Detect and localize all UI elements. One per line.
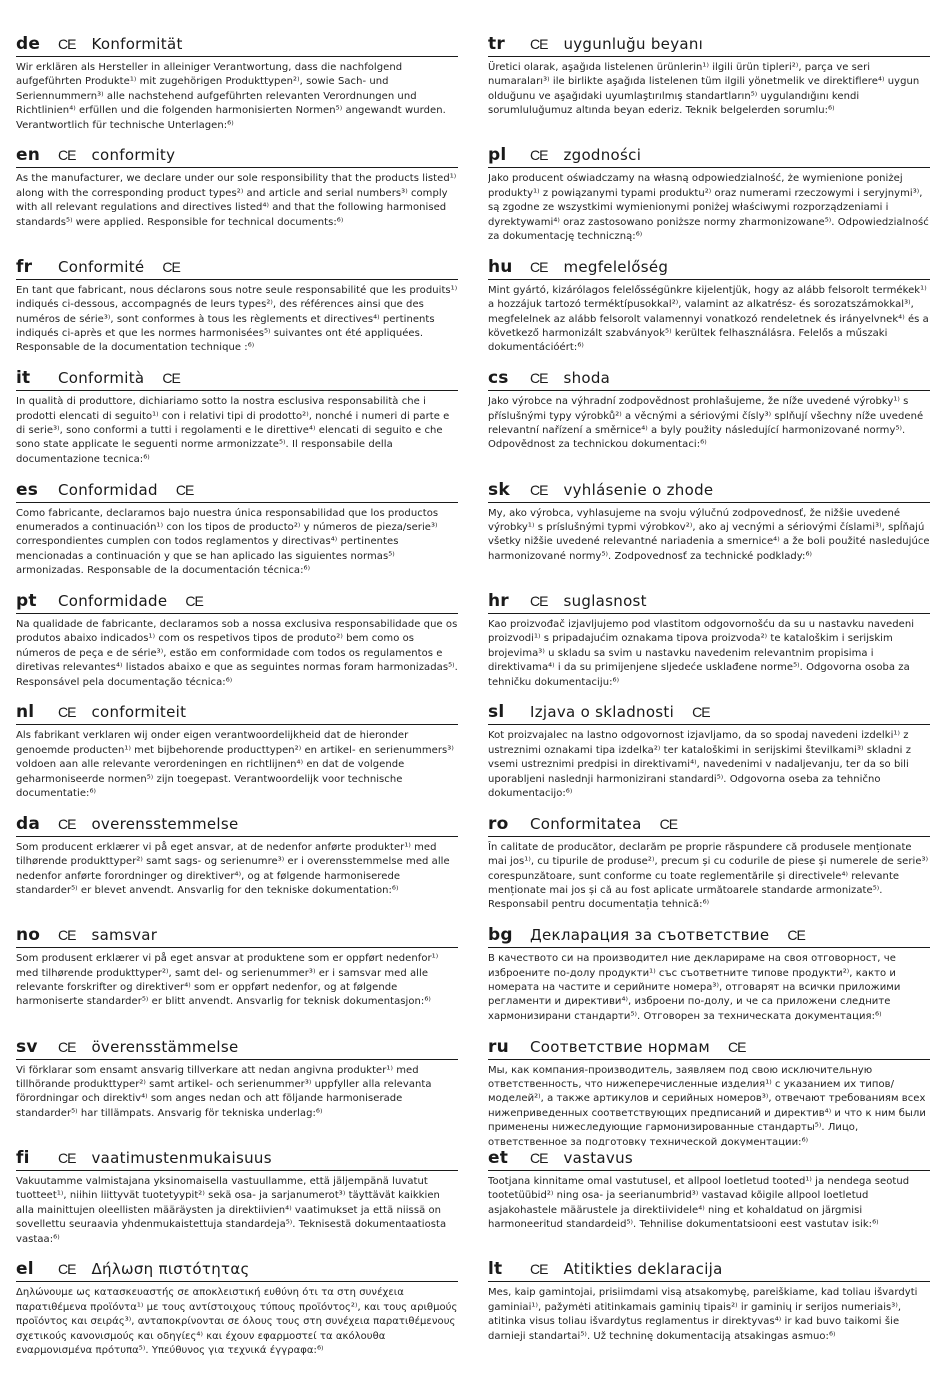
language-code: hr	[488, 590, 509, 611]
language-section-de	[16, 32, 458, 143]
language-code: ru	[488, 1036, 509, 1057]
section-title: uygunluğu beyanı	[563, 35, 704, 53]
language-section-hr	[488, 589, 930, 700]
declaration-text: Como fabricante, declaramos bajo nuestra única responsabilidad que los productos enumerados a continuación¹⁾ con los tipos de producto²⁾ y números de pieza/serie³⁾ correspondientes cumplen con todos reglamentos y directivas⁴⁾ pertinentes mencionadas a continuación y que se han aplicado las siguientes normas⁵⁾ armonizadas. Responsable de la documentación técnica:⁶⁾	[16, 507, 439, 577]
section-title: conformiteit	[91, 703, 187, 722]
language-section-et	[488, 1146, 930, 1257]
declaration-text: Vi förklarar som ensamt ansvarig tillverkare att nedan angivna produkter¹⁾ med tillhörande produkttyper²⁾ samt artikel- och serienummer³⁾ uppfyller alla relevanta förordningar och direktiv⁴⁾ som anges nedan och att följande harmoniserade standarder⁵⁾ har tillämpats. Ansvarig för tekniska underlag:⁶⁾	[16, 1064, 432, 1119]
declaration-text: En tant que fabricant, nous déclarons sous notre seule responsabilité que les produits¹⁾ indiqués ci-dessous, accompagnés de leurs types²⁾, des références ainsi que des numéros de série³⁾, sont conformes à tous les règlements et directives⁴⁾ pertinents indiqués ci-après et que les normes harmonisées⁵⁾ suivantes ont été appliquées. Responsable de la documentation technique :⁶⁾	[16, 284, 458, 354]
declaration-text: Kao proizvođač izjavljujemo pod vlastitom odgovornošću da su u nastavku navedeni proizvodi¹⁾ s pripadajućim oznakama tipova proizvoda²⁾ te kataloškim i serijskim brojevima³⁾ u skladu sa svim u nastavku navedenim relevantnim propisima i direktivama⁴⁾ i da su primijenjene sljedeće usklađene norme⁵⁾. Odgovorna osoba za tehničku dokumentaciju:⁶⁾	[488, 618, 915, 688]
section-title: samsvar	[91, 926, 158, 945]
language-section-no	[16, 923, 458, 1034]
ce-mark: CE	[58, 147, 76, 164]
ce-mark: CE	[530, 370, 548, 387]
declaration-text: Jako výrobce na výhradní zodpovědnost prohlašujeme, že níže uvedené výrobky¹⁾ s příslušnými typy výrobků²⁾ a věcnými a sériovými čísly³⁾ splňují všechny níže uvedené relevantní nařízení a směrnice⁴⁾ a byly použity následující harmonizované normy⁵⁾. Odpovědnost za technickou dokumentaci:⁶⁾	[488, 396, 924, 451]
section-header	[488, 366, 930, 391]
declaration-text: Na qualidade de fabricante, declaramos sob a nossa exclusiva responsabilidade que os produtos abaixo indicados¹⁾ com os respetivos tipos de produto²⁾ bem como os números de peça e de série³⁾, estão em conformidade com todos os regulamentos e diretivas relevantes⁴⁾ listados abaixo e que as seguintes normas foram harmonizadas⁵⁾. Responsável pela documentação técnica:⁶⁾	[16, 618, 458, 688]
language-section-ro	[488, 812, 930, 923]
language-code: es	[16, 479, 39, 500]
language-section-es	[16, 478, 458, 589]
declaration-text: Мы, как компания-производитель, заявляем под свою исключительную ответственность, что нижеперечисленные изделия¹⁾ с указанием их типов/моделей²⁾, а также артикулов и серийных номеров³⁾, отвечают требованиям всех нижеприведенных соответствующих предписаний и директив⁴⁾ и что к ним были применены нижеследующие гармонизированные стандарты⁵⁾. Лицо, ответственное за подготовку технической документации:⁶⁾	[488, 1064, 926, 1146]
language-section-sl	[488, 700, 930, 811]
declaration-text: Mes, kaip gamintojai, prisiimdami visą atsakomybę, pareiškiame, kad toliau išvardyti gaminiai¹⁾, pažymėti atitinkamais gaminių tipais²⁾ ir gaminių ir serijos numeriais³⁾, atitinka visus toliau išvardytus reglamentus ir direktyvas⁴⁾ ir kad buvo taikomi šie darnieji standartai⁵⁾. Už techninę dokumentaciją atsakingas asmuo:⁶⁾	[488, 1287, 918, 1342]
language-code: el	[16, 1259, 34, 1280]
declaration-text: Üretici olarak, aşağıda listelenen ürünlerin¹⁾ ilgili ürün tipleri²⁾, parça ve seri numaraları³⁾ ile birlikte aşağıda listelenen tüm ilgili yönetmelik ve direktiflere⁴⁾ uygun olduğunu ve aşağıdaki uyumlaştırılmış standartların⁵⁾ uygulandığını kendi sorumluluğumuz altında beyan ederiz. Teknik belgelerden sorumlu:⁶⁾	[488, 62, 920, 117]
language-code: pl	[488, 145, 507, 166]
declaration-text: Som produsent erklærer vi på eget ansvar at produktene som er oppført nedenfor¹⁾ med tilhørende produkttyper²⁾, samt del- og serienummer³⁾ er i samsvar med alle relevante forskrifter og direktiver⁴⁾ som er oppført nedenfor, og at følgende harmoniserte standarder⁵⁾ er blitt anvendt. Ansvarlig for teknisk dokumentasjon:⁶⁾	[16, 953, 439, 1008]
section-title: shoda	[563, 369, 611, 388]
section-title: overensstemmelse	[91, 814, 239, 833]
declaration-text: Jako producent oświadczamy na własną odpowiedzialność, że wymienione poniżej produkty¹⁾ z powiązanymi typami produktu²⁾ oraz numerami rzeczowymi i seryjnymi³⁾, są zgodne ze wszystkimi wymienionymi poniżej właściwymi rozporządzeniami i dyrektywami⁴⁾ oraz zastosowano poniższe normy zharmonizowane⁵⁾. Odpowiedzialność za dokumentację techniczną:⁶⁾	[488, 173, 929, 243]
ce-mark: CE	[530, 258, 548, 275]
section-title: överensstämmelse	[91, 1037, 239, 1056]
section-header	[16, 1257, 458, 1282]
language-section-pt	[16, 589, 458, 700]
section-title: Conformità	[58, 369, 145, 388]
section-title: Konformität	[91, 35, 183, 53]
ce-mark: CE	[58, 1149, 76, 1166]
ce-mark: CE	[530, 147, 548, 164]
ce-mark: CE	[58, 1261, 76, 1278]
section-header	[16, 478, 458, 503]
language-section-tr	[488, 32, 930, 143]
language-code: sk	[488, 479, 510, 500]
language-code: de	[16, 34, 41, 54]
section-header	[16, 143, 458, 168]
ce-mark: CE	[185, 592, 203, 609]
declaration-text: Mint gyártó, kizárólagos felelősségünkre kijelentjük, hogy az alább felsorolt termékek¹⁾ a hozzájuk tartozó terméktípusokkal²⁾, valamint az alkatrész- és sorozatszámokkal³⁾, megfelelnek az alább felsorolt valamennyi vonatkozó rendeletnek és irányelvnek⁴⁾ és a következő harmonizált szabványok⁵⁾ kerültek felhasználásra. Felelős a műszaki dokumentációért:⁶⁾	[488, 284, 929, 354]
section-header	[488, 700, 930, 725]
language-section-hu	[488, 255, 930, 366]
section-header	[16, 1146, 458, 1171]
ce-mark: CE	[787, 927, 805, 944]
section-header	[16, 923, 458, 948]
section-title: Декларация за съответствие	[530, 926, 770, 945]
language-section-ru	[488, 1035, 930, 1146]
section-title: Conformidade	[58, 591, 168, 610]
section-title: Δήλωση πιστότητας	[91, 1260, 250, 1279]
ce-mark: CE	[162, 370, 180, 387]
language-section-en	[16, 143, 458, 254]
ce-mark: CE	[58, 815, 76, 832]
language-code: sl	[488, 702, 505, 723]
section-header	[488, 255, 930, 280]
language-section-pl	[488, 143, 930, 254]
section-header	[488, 923, 930, 948]
language-section-fr	[16, 255, 458, 366]
section-header	[16, 255, 458, 280]
ce-mark: CE	[727, 1038, 746, 1055]
language-code: fr	[16, 256, 33, 277]
section-header	[16, 589, 458, 614]
language-section-bg	[488, 923, 930, 1034]
section-title: Conformité	[58, 257, 145, 276]
section-title: suglasnost	[563, 591, 647, 610]
declaration-text: In qualità di produttore, dichiariamo sotto la nostra esclusiva responsabilità che i prodotti elencati di seguito¹⁾ con i relativi tipi di prodotto²⁾, nonché i numeri di parte e di serie³⁾, sono conformi a tutti i regolamenti e le direttive⁴⁾ elencati di seguito e che sono state applicate le seguenti norme armonizzate⁵⁾. Il responsabile della documentazione tecnica:⁶⁾	[16, 396, 450, 465]
language-code: lt	[488, 1259, 503, 1280]
language-code: ro	[488, 813, 509, 834]
section-title: Conformidad	[58, 480, 158, 499]
language-code: bg	[488, 925, 513, 946]
section-header	[16, 366, 458, 391]
right-column	[488, 32, 930, 1369]
section-title: megfelelőség	[563, 257, 669, 276]
declaration-text: As the manufacturer, we declare under our sole responsibility that the products listed¹⁾ along with the corresponding product types²⁾ and article and serial numbers³⁾ comply with all relevant regulations and directives listed⁴⁾ and that the following harmonised standards⁵⁾ were applied. Responsible for technical documents:⁶⁾	[16, 173, 457, 228]
language-code: no	[16, 925, 41, 946]
language-code: en	[16, 145, 41, 166]
language-code: et	[488, 1147, 509, 1168]
section-title: zgodności	[563, 146, 642, 165]
section-header	[488, 589, 930, 614]
ce-mark: CE	[530, 1149, 548, 1166]
ce-mark: CE	[162, 258, 180, 275]
language-code: sv	[16, 1036, 38, 1057]
section-header	[16, 812, 458, 837]
section-header	[488, 1035, 930, 1060]
language-section-da	[16, 812, 458, 923]
ce-mark: CE	[659, 815, 678, 832]
section-header	[16, 700, 458, 725]
declaration-text: Vakuutamme valmistajana yksinomaisella vastuullamme, että jäljempänä luvatut tuotteet¹⁾, niihin liittyvät tuotetyypit²⁾ sekä osa- ja sarjanumerot³⁾ täyttävät kaikkien alla mainittujen oleellisten määräysten ja direktiivien⁴⁾ vaatimukset ja että niissä on sovellettu seuraavia yhdenmukaistettuja standardeja⁵⁾. Teknisestä dokumentaatiosta vastaa:⁶⁾	[16, 1175, 447, 1245]
section-header	[488, 1257, 930, 1282]
ce-mark: CE	[530, 1261, 548, 1278]
language-section-sk	[488, 478, 930, 589]
ce-mark: CE	[58, 927, 76, 944]
ce-mark: CE	[530, 481, 548, 498]
language-code: fi	[16, 1147, 30, 1168]
section-header	[488, 1146, 930, 1171]
section-header	[16, 1035, 458, 1060]
section-header	[16, 32, 458, 57]
ce-mark: CE	[58, 1038, 76, 1055]
declaration-text: В качеството си на производител ние декларираме на своя отговорност, че изброените по-долу продукти¹⁾ със съответните типове продукти²⁾, както и номерата на частите и серийните номера³⁾, отговарят на всички приложими регламенти и директиви⁴⁾, изброени по-долу, и че са приложени следните хармонизирани стандарти⁵⁾. Отговорен за техническата документация:⁶⁾	[488, 953, 901, 1022]
section-title: Conformitatea	[530, 814, 642, 833]
ce-mark: CE	[58, 704, 76, 721]
declaration-text: Tootjana kinnitame omal vastutusel, et allpool loetletud tooted¹⁾ ja nendega seotud tootetüübid²⁾ ning osa- ja seerianumbrid³⁾ vastavad kõigile allpool loetletud asjakohastele määrustele ja direktiividele⁴⁾ ning et kohaldatud on järgmisi harmoneeritud standardeid⁵⁾. Tehnilise dokumentatsiooni eest vastutav isik:⁶⁾	[488, 1175, 910, 1231]
language-code: cs	[488, 368, 509, 389]
language-section-el	[16, 1257, 458, 1368]
language-code: nl	[16, 702, 35, 723]
language-code: pt	[16, 590, 37, 611]
declaration-text: Kot proizvajalec na lastno odgovornost izjavljamo, da so spodaj navedeni izdelki¹⁾ z ustreznimi oznakami tipa izdelka²⁾ ter kataloškimi in serijskimi številkami³⁾ skladni z vsemi ustreznimi predpisi in direktivami⁴⁾, navedenimi v nadaljevanju, ter da so bili uporabljeni naslednji harmonizirani standardi⁵⁾. Odgovorna oseba za tehnično dokumentacijo:⁶⁾	[488, 730, 912, 799]
section-header	[488, 143, 930, 168]
section-title: Atitikties deklaracija	[563, 1260, 723, 1279]
ce-mark: CE	[58, 36, 76, 52]
section-title: Соответствие нормам	[530, 1037, 710, 1056]
section-title: conformity	[91, 146, 176, 165]
section-title: vaatimustenmukaisuus	[91, 1148, 272, 1167]
section-header	[488, 478, 930, 503]
section-title: vastavus	[563, 1148, 634, 1167]
language-code: it	[16, 368, 31, 389]
ce-mark: CE	[530, 36, 548, 52]
declaration-text: Δηλώνουμε ως κατασκευαστής σε αποκλειστική ευθύνη ότι τα στη συνέχεια παρατιθέμενα προϊόντα¹⁾ με τους αντίστοιχους τύπους προϊόντος²⁾, και τους αριθμούς προϊόντος και σειράς³⁾, ανταποκρίνονται σε όλους τους στη συνέχεια παρατιθέμενους σχετικούς κανονισμούς και οδηγίες⁴⁾ και έχουν εφαρμοστεί τα ακόλουθα εναρμονισμένα πρότυπα⁵⁾. Υπεύθυνος για τεχνικά έγγραφα:⁶⁾	[16, 1287, 458, 1356]
ce-mark: CE	[692, 704, 710, 721]
language-section-it	[16, 366, 458, 477]
declaration-text: My, ako výrobca, vyhlasujeme na svoju výlučnú zodpovednosť, že nižšie uvedené výrobky¹⁾ s príslušnými typmi výrobkov²⁾, ako aj vecnými a sériovými číslami³⁾, spĺňajú všetky nižšie uvedené relevantné nariadenia a smernice⁴⁾ a že boli použité nasledujúce harmonizované normy⁵⁾. Zodpovednosť za technické podklady:⁶⁾	[488, 507, 930, 562]
language-section-cs	[488, 366, 930, 477]
language-section-lt	[488, 1257, 930, 1368]
language-code: hu	[488, 256, 513, 277]
declaration-text: Als fabrikant verklaren wij onder eigen verantwoordelijkheid dat de hieronder genoemde producten¹⁾ met bijbehorende producttypen²⁾ en artikel- en serienummers³⁾ voldoen aan alle relevante verordeningen en richtlijnen⁴⁾ en dat de volgende geharmoniseerde normen⁵⁾ zijn toegepast. Verantwoordelijk voor technische documentatie:⁶⁾	[16, 730, 454, 799]
ce-mark: CE	[530, 592, 548, 609]
left-column	[16, 32, 458, 1369]
declaration-text: Wir erklären als Hersteller in alleiniger Verantwortung, dass die nachfolgend aufgeführten Produkte¹⁾ mit zugehörigen Produkttypen²⁾, sowie Sach- und Seriennummern³⁾ alle nachstehend aufgeführten relevanten Verordnungen und Richtlinien⁴⁾ erfüllen und die folgenden harmonisierten Normen⁵⁾ angewandt wurden. Verantwortlich für technische Unterlagen:⁶⁾	[16, 62, 446, 131]
language-code: da	[16, 813, 41, 834]
section-header	[488, 32, 930, 57]
declaration-text: Som producent erklærer vi på eget ansvar, at de nedenfor anførte produkter¹⁾ med tilhørende produkttyper²⁾ samt sags- og serienumre³⁾ er i overensstemmelse med alle nedenfor anførte forordninger og direktiver⁴⁾, og at følgende harmoniserede standarder⁵⁾ er blevet anvendt. Ansvarlig for den tekniske dokumentation:⁶⁾	[16, 841, 450, 896]
section-title: vyhlásenie o zhode	[563, 480, 714, 499]
language-section-sv	[16, 1035, 458, 1146]
ce-mark: CE	[175, 481, 194, 498]
section-title: Izjava o skladnosti	[530, 703, 675, 722]
language-section-nl	[16, 700, 458, 811]
language-section-fi	[16, 1146, 458, 1257]
section-header	[488, 812, 930, 837]
language-code: tr	[488, 34, 505, 54]
declaration-text: În calitate de producător, declarăm pe proprie răspundere că produsele menționate mai jos¹⁾, cu tipurile de produse²⁾, precum și cu codurile de piese și numerele de serie³⁾ corespunzătoare, sunt conforme cu toate reglementările și directivele⁴⁾ relevante menționate mai jos și că au fost aplicate următoarele standarde armonizate⁵⁾. Responsabil pentru documentația tehnică:⁶⁾	[488, 841, 929, 911]
